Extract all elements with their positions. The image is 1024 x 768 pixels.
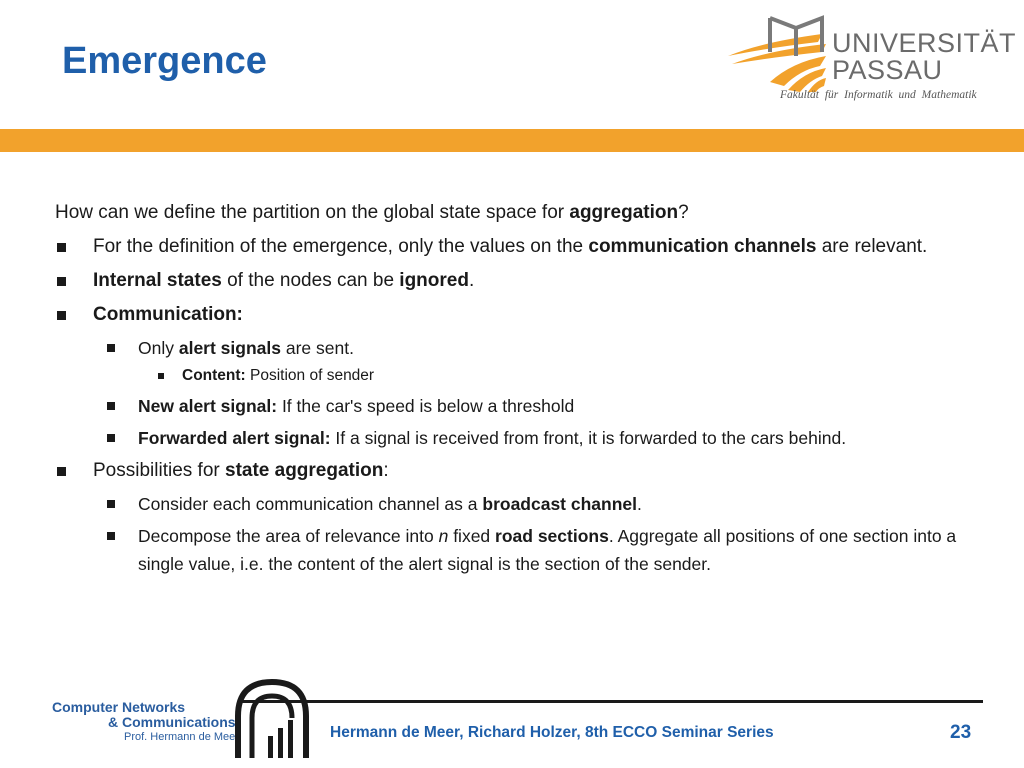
group-professor: Prof. Hermann de Meer [124,731,239,743]
subbullet-road-sections: Decompose the area of relevance into n fixed road sections. Aggregate all positions of one section into a single value, i.e. the content of the alert signal is the section of the sender. [55,522,995,578]
page-number: 23 [950,722,972,743]
square-bullet-icon [107,402,115,410]
subsubbullet-content: Content: Position of sender [55,364,995,388]
subbullet-alert-signals: Only alert signals are sent. [55,334,995,362]
square-bullet-icon [57,311,66,320]
university-name [832,30,1016,84]
square-bullet-icon [107,344,115,352]
university-name-line1: UNIVERSITÄT [832,28,1017,58]
bullet-communication-channels: For the definition of the emergence, only the values on the communication channels are relevant. [55,232,995,262]
slide-content [55,198,995,578]
faculty-name: Fakultät für Informatik und Mathematik [780,89,977,101]
footer-authors: Hermann de Meer, Richard Holzer, 8th ECCO Seminar Series [330,724,774,741]
subbullet-forwarded-alert-signal: Forwarded alert signal: If a signal is received from front, it is forwarded to the cars behind. [55,424,995,452]
square-bullet-icon [57,467,66,476]
university-name-line2: PASSAU [832,55,943,85]
square-bullet-icon [107,500,115,508]
group-arch-logo-icon [232,676,314,758]
square-bullet-icon [107,434,115,442]
subbullet-new-alert-signal: New alert signal: If the car's speed is below a threshold [55,392,995,420]
square-bullet-icon [107,532,115,540]
subbullet-broadcast-channel: Consider each communication channel as a broadcast channel. [55,490,995,518]
slide-title: Emergence [62,40,267,82]
square-bullet-icon [57,243,66,252]
bullet-communication: Communication: [55,300,995,330]
header-accent-bar [0,129,1024,152]
group-name-line1: Computer Networks [52,699,186,715]
intro-question: How can we define the partition on the global state space for aggregation? [55,202,689,223]
group-name-line2: & Communications [108,714,236,730]
square-bullet-icon [158,373,164,379]
bullet-internal-states: Internal states of the nodes can be ignored. [55,266,995,296]
bullet-state-aggregation: Possibilities for state aggregation: [55,456,995,486]
square-bullet-icon [57,277,66,286]
footer-divider [238,700,983,703]
